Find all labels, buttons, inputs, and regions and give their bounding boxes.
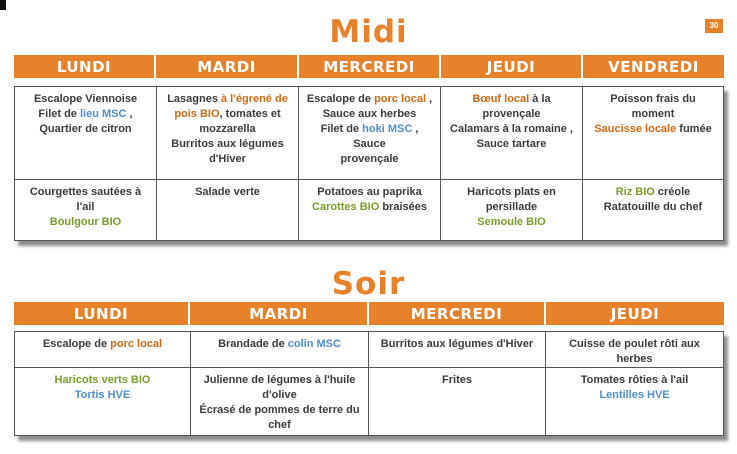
dish-text: Escalope de: [42, 338, 111, 350]
dish-text: ,: [426, 93, 433, 105]
dish-text: pois BIO: [174, 108, 220, 120]
dish-line: [445, 215, 578, 230]
dish-line: [587, 200, 719, 215]
dish-line: [19, 337, 186, 352]
dish-line: [161, 107, 294, 122]
dish-text: Boulgour BIO: [49, 216, 122, 228]
dish-line: [19, 122, 152, 137]
dish-text: Riz BIO: [615, 186, 655, 198]
dish-text: Filet de: [320, 123, 363, 135]
dish-text: , tomates et: [219, 108, 281, 120]
dish-text: à l'égrené de: [221, 93, 288, 105]
dish-line: [19, 185, 152, 200]
dish-line: [195, 388, 364, 403]
dish-line: [195, 337, 364, 352]
dish-line: [303, 152, 436, 167]
midi-menu-table: [14, 86, 724, 241]
dish-text: d'olive: [262, 389, 297, 401]
soir-menu-cell: [15, 368, 191, 435]
dish-line: [195, 403, 364, 418]
dish-line: [445, 185, 578, 200]
dish-line: [303, 122, 436, 137]
dish-text: herbes: [616, 353, 653, 365]
soir-day-header: JEUDI: [546, 302, 724, 325]
dish-text: Brandade de: [218, 338, 288, 350]
dish-line: [445, 200, 578, 215]
dish-text: Haricots plats en: [467, 186, 556, 198]
dish-line: [303, 137, 436, 152]
dish-text: Sauce aux herbes: [322, 108, 417, 120]
midi-table-row: [15, 87, 723, 179]
dish-text: Ratatouille du chef: [603, 201, 703, 213]
dish-text: ,: [412, 123, 419, 135]
dish-text: porc local: [110, 338, 163, 350]
midi-title: Midi: [329, 14, 408, 50]
dish-line: [550, 352, 719, 367]
corner-mark: [0, 0, 6, 10]
midi-menu-cell: [299, 87, 441, 179]
dish-text: Cuisse de poulet rôti aux: [569, 338, 700, 350]
dish-line: [161, 92, 294, 107]
dish-line: [303, 200, 436, 215]
dish-text: fumée: [676, 123, 712, 135]
midi-day-header: LUNDI: [14, 55, 156, 78]
soir-header-row: [14, 302, 724, 325]
midi-day-header: MARDI: [156, 55, 299, 78]
dish-line: [303, 185, 436, 200]
dish-text: Potatoes au paprika: [317, 186, 422, 198]
soir-menu-cell: [15, 332, 191, 367]
dish-text: Frites: [442, 374, 472, 386]
midi-menu-cell: [441, 87, 583, 179]
dish-text: Burritos aux légumes d'Hiver: [380, 338, 534, 350]
dish-line: [445, 137, 578, 152]
midi-menu-cell: [583, 87, 723, 179]
midi-table-row: [15, 179, 723, 240]
dish-line: [161, 185, 294, 200]
soir-menu-cell: [191, 332, 369, 367]
dish-text: provençale: [340, 153, 399, 165]
dish-text: chef: [268, 419, 291, 431]
soir-day-header: MERCREDI: [369, 302, 546, 325]
soir-day-header: MARDI: [190, 302, 369, 325]
soir-day-header: LUNDI: [14, 302, 190, 325]
dish-text: l'ail: [76, 201, 95, 213]
dish-text: Haricots verts BIO: [54, 374, 151, 386]
dish-text: Semoule BIO: [477, 216, 546, 228]
dish-line: [373, 373, 541, 388]
dish-line: [587, 122, 719, 137]
midi-menu-cell: [15, 87, 157, 179]
soir-menu-cell: [546, 368, 723, 435]
dish-text: hoki MSC: [362, 123, 413, 135]
dish-text: colin MSC: [287, 338, 341, 350]
dish-line: [587, 107, 719, 122]
page-number-badge: 30: [705, 19, 723, 33]
dish-line: [550, 337, 719, 352]
dish-text: Tomates rôties à l'ail: [580, 374, 689, 386]
midi-menu-cell: [441, 180, 583, 240]
dish-text: braisées: [379, 201, 427, 213]
dish-line: [19, 388, 186, 403]
midi-day-header: VENDREDI: [583, 55, 724, 78]
dish-text: Tortis HVE: [74, 389, 131, 401]
midi-menu-cell: [157, 180, 299, 240]
dish-text: Julienne de légumes à l'huile: [203, 374, 356, 386]
dish-text: provençale: [482, 108, 541, 120]
dish-line: [19, 215, 152, 230]
dish-text: moment: [631, 108, 675, 120]
dish-text: Lentilles HVE: [599, 389, 670, 401]
dish-text: lieu MSC: [79, 108, 127, 120]
dish-text: Escalope de: [306, 93, 375, 105]
dish-text: Lasagnes: [167, 93, 221, 105]
dish-text: Courgettes sautées à: [29, 186, 142, 198]
dish-line: [195, 418, 364, 433]
dish-line: [195, 373, 364, 388]
dish-text: Sauce tartare: [476, 138, 547, 150]
dish-text: Salade verte: [195, 186, 260, 198]
soir-table-row: [15, 367, 723, 435]
dish-text: Poisson frais du: [610, 93, 696, 105]
dish-line: [445, 107, 578, 122]
dish-line: [550, 373, 719, 388]
dish-text: persillade: [485, 201, 538, 213]
dish-line: [445, 92, 578, 107]
dish-text: Quartier de citron: [39, 123, 132, 135]
midi-menu-cell: [299, 180, 441, 240]
dish-text: Saucisse locale: [594, 123, 677, 135]
dish-line: [19, 373, 186, 388]
dish-text: Bœuf local: [472, 93, 530, 105]
dish-line: [161, 122, 294, 137]
soir-table-row: [15, 332, 723, 367]
midi-day-header: MERCREDI: [299, 55, 441, 78]
dish-line: [587, 185, 719, 200]
dish-line: [587, 92, 719, 107]
dish-line: [373, 337, 541, 352]
dish-text: créole: [654, 186, 691, 198]
dish-text: Écrasé de pommes de terre du: [199, 404, 360, 416]
soir-menu-cell: [369, 368, 546, 435]
dish-text: à la: [529, 93, 551, 105]
dish-text: Burritos aux légumes: [171, 138, 284, 150]
dish-text: ,: [126, 108, 133, 120]
dish-text: Filet de: [38, 108, 80, 120]
midi-menu-cell: [157, 87, 299, 179]
midi-menu-cell: [15, 180, 157, 240]
dish-line: [19, 107, 152, 122]
soir-menu-cell: [546, 332, 723, 367]
dish-text: Calamars à la romaine ,: [450, 123, 573, 135]
dish-line: [445, 122, 578, 137]
dish-text: Sauce: [353, 138, 386, 150]
dish-text: d'Hiver: [209, 153, 246, 165]
dish-line: [161, 137, 294, 152]
dish-text: Carottes BIO: [312, 201, 380, 213]
dish-line: [161, 152, 294, 167]
dish-text: Escalope Viennoise: [33, 93, 138, 105]
soir-title: Soir: [331, 266, 406, 302]
dish-line: [19, 92, 152, 107]
midi-header-row: [14, 55, 724, 78]
dish-line: [19, 200, 152, 215]
soir-menu-cell: [191, 368, 369, 435]
soir-menu-cell: [369, 332, 546, 367]
midi-day-header: JEUDI: [441, 55, 583, 78]
soir-menu-table: [14, 331, 724, 436]
dish-line: [303, 107, 436, 122]
dish-text: mozzarella: [199, 123, 256, 135]
midi-menu-cell: [583, 180, 723, 240]
dish-line: [303, 92, 436, 107]
dish-text: porc local: [374, 93, 427, 105]
dish-line: [550, 388, 719, 403]
